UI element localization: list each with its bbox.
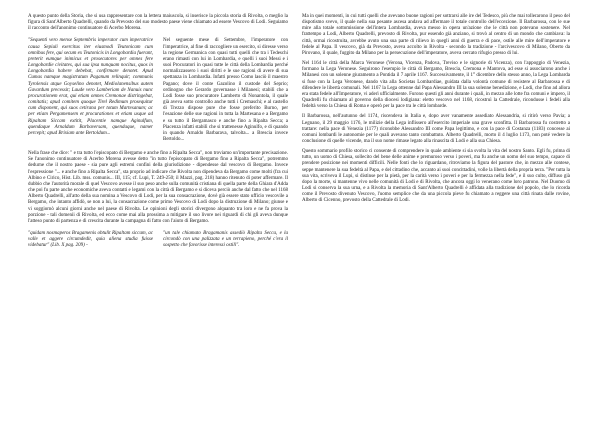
intro-paragraph: A questo punto della Storia, che si usa rappresentare con la lettera maiuscola, si inserisce la piccola storia di Rivolta, o meglio la figura di Sant'Alberto Quadrelli, quando da Prevosto del suo modesto paese viene chiamato ad essere Vescovo di Lodi. Seguiamo il racconto dell'anonimo continuatore di Acerbo Morena.	[28, 14, 288, 32]
latin-italian-parallel	[28, 38, 288, 143]
italian-translation: Nel seguente mese di Settembre, l'imperatore con l'imperatrice, al fine di raccogliere un esercito, si diresse verso la regione Germanica con quasi tutti quelli che tra i Tedeschi erano rimasti con lui in Lombardia, e quelli i suoi Messi e i suoi Procuratori in quasi tutte le città della Lombardia perché normalizzassero i suoi diritti e le sue ragioni di avere di sua spettanza in Lombardia. Infatti presso Como lasciò il maestro Pagano; dove il conte Gazolino il custode del Seprio; ordinogno che Gerardo governasse i Milanesi; stabilì che a Lodi fosse suo procuratore Lamberto di Nonantola, il quale già aveva sotto controllo anche tutti i Cremaschi; e al castello di Trezzo dispose pure che fosse preferito Burno, per l'esazione delle sue ragioni in tutta la Martesana e a Bergamo e su tutto il Bergamasco e anche fino a Ripalta Secca; a Piacenza infatti stabilì che si trattenesse Aginulfo, e di quando in quando Arnaldo Barbarava, talvolta... a Brescia invece Bertoldo...	[163, 38, 288, 142]
right-paragraph-4: Questo sommario profilo storico ci consente di comprendere in quale ambiente si sia svolta la vita del nostro Santo. Egli fu, prima di tutto, un uomo di Chiesa, sollecito del bene delle anime e premuroso verso i poveri, ma fu anche un uomo del suo tempo, capace di prendere posizione nei momenti difficili. Nelle fonti che lo riguardano, ritroviamo la figura del pastore che, in mezzo alle contese, seppe mantenere la sua fedeltà al Papa, e del cittadino che, accanto ai suoi concittadini, volle la libertà della propria terra. "Per tutta la sua vita, scriveva il Lupi, si distinse per la pietà, per la carità verso i poveri e per la fermezza nella fede", e il suo culto, diffuso già dopo la morte, si mantenne vivo nelle comunità di Lodi e di Rivolta, che ancora oggi lo venerano come loro patrono. Nel Duomo di Lodi si conserva la sua urna, e a Rivolta la memoria di Sant'Alberto Quadrelli è affidata alla tradizione del popolo, che lo ricorda come il Prevosto divenuto Vescovo, l'uomo semplice che da una piccola pieve fu chiamato a reggere una città rinata dalle rovine, Alberto di Cicenno, prevosto della Cattedrale di Lodi.	[302, 149, 570, 204]
left-column	[28, 14, 288, 249]
bottom-italian-quote: "un tale chiamato Bragamanis assediò Ripalta Secca, e la circondò con una palizzata e un terrapieno, perché c'era il sospetto che favorisse interessi ostili".	[163, 231, 288, 249]
right-paragraph-2: Nel 1164 le città della Marca Veronese (Verona, Vicenza, Padova, Treviso e le signorie di Vicenza), con l'appoggio di Venezia, formano la Lega Veronese. Seguirono l'esempio le città di Bergamo, Brescia, Cremona e Mantova, ad esse si associarono anche i Milanesi con un solenne giuramento a Pontida il 7 aprile 1167. Successivamente, il 1° dicembre dello stesso anno, la Lega Lombarda si fuse con la Lega Veronese, dando vita alla Societas Lombardiae, guidata dalla volontà comune di resistere al Barbarossa e di difendere le libertà comunali. Nel 1167 la Lega ottenne dal Papa Alessandro III la sua solenne benedizione, e Lodi, che fino ad allora era stata fedele all'Imperatore, vi aderì ufficialmente. Furono questi gli anni durante i quali, in mezzo alle lotte fra comuni e impero, il Quadrelli fu chiamato al governo della diocesi lodigiana: eletto vescovo nel 1168, ricostruì la Cattedrale, ricondusse i fedeli alla fedeltà verso la Chiesa di Roma e operò per la pace tra le città lombarde.	[302, 61, 570, 110]
body-paragraph: Nella frase che dice: " e tra tutto l'episcopato di Bergamo e anche fino a Ripalta Secca", non troviamo un'importante precisazione. Se l'anonimo continuatore di Acerbo Morena avesse detto "in tutto l'episcopato di Bergamo fino a Ripalta Secca", potremmo dedurne che il nostro paese - sia pure agli estremi confini della giurisdizione - dipendesse dal vescovo di Bergamo. Invece l'espressione "... e anche fino a Ripalta Secca", sta proprio ad indicare che Rivolta non dipendeva da Bergamo come molti (fra cui Albino e Cirico, Hist. Lib. mss. comunis... III, 115; cf. Lupi, T. 249-250; il Mazzi, pag. 218) hanno ritenuto di poter affermare. Il dubbio che l'autorità morale di quel Vescovo avesse il suo peso anche sulla comunità cristiana di quella parte della Ghiara d'Adda che poi fu parte anche economiche aveva contatti e legami con la città di Bergamo e si diceva perciò anche dal fatto che nel 1168 Alberto Quadrelli, all'atto della sua nomina a Vescovo di Lodi, per la sua consacrazione, dovè già essere stato ufficio vescovile a Bergamo, che intanto affidò, se non a lui, la consacrazione come primo Vescovo di Lodi dopo la distruzione di Milano; giunse e vi soggiornò alcuni giorni anche nel paese di Rivolta. Le opinioni degli storici divergono alquanto tra loro e ne fa prova la porzione - tali domenii di Rivolta, ed ecco come mai alla prossima a mitigare il suo livore nei riguardi di chi gli aveva dunque l'atteso punto di partenza e di crescita durante la campagna di fatto con l'aiuto di Bergamo.	[28, 151, 288, 224]
right-paragraph-3: Il Barbarossa, nell'autunno del 1174, riscendeva in Italia e, dopo aver vanamente assediato Alessandria, si ritirò verso Pavia; a Legnano, il 29 maggio 1176, le milizie della Lega inflissero all'esercito imperiale una grave sconfitta. Il Barbarossa fu costretto a trattare: nella pace di Venezia (1177) riconobbe Alessandro III come Papa legittimo, e con la pace di Costanza (1183) concesse ai comuni lombardi le autonomie per le quali avevano tanto combattuto. Alberto Quadrelli, morto il 4 luglio 1173, non poté vedere la conclusione di quelle vicende, ma il suo nome rimase legato alla rinascita di Lodi e alla sua Chiesa.	[302, 114, 570, 144]
right-column	[302, 14, 570, 209]
bottom-latin-quote: "quidam nosmaperos Bragamenis obtulit Ripaltam siccam, ac valle et aggere circumdedit, quia aliena studia fuisse videbatur" (Lib. X pag. 209) -	[28, 231, 153, 249]
latin-quote: "Sequenti vero mense Septembris imperator cum imperatrice causa Sepiuli exercitus iter eiusmodi Teutonicam cum omnibus fere, qui secum ex Teutonicis in Longobardia fuerant, preterit eumque inimicus et prosecutores per omnes fere Longobardie civitates, qui sua ipsa nunquam nocitus, quos in Longobardia habere debebat, confirmare denotet. Apud Cumas namque magistratum Paganum relinquit; communis Tyrolensis atque Goyselino denotet, Mediolanensibus autem Gavardum precessit; Laude vero Lamberiam de Nanuis nunc procurationem erat, qui etiam omnes Cremonae distringebat, comitatis; apud comitem quoque Tirel Redimum prosequitur cum disponent, qui suos cetirana per totum Martesanum; ac per etiam Pergamensem et procurationes et etiam usque ad Ripaltam Siccam extitit, Placentie namque Aginulfum, quendaque Arnaldum Barbaversam, quendaque, namer percepit; apud Brixiam ante Bertoldum...	[28, 38, 153, 136]
bottom-quote-pair	[28, 231, 288, 249]
right-paragraph-1: Ma in quei momenti, in cui tutti quelli che avevano buone ragioni per sottrarsi alle ire del Tedesco, più che mai tollerarono il peso del dispotismo svevo, il quale nella sua pesante ascesa andava ad affermare il totale controllo dell'eccezione. Il Barbarossa, con le sue mire alla totale sottomissione dell'intera Lombardia, aveva messo in opera un'azione che le città non potevano sostenere. Nel frattempo a Lodi, Alberto Quadrelli, prevosto di Rivolta, pur essendo già anziano, si trovò al centro di un mondo che cambiava: la città, ormai ricostruita, avrebbe avuto una sua parte di rilievo in quegli anni di guerra e di pace, ostile alle mire dell'imperatore e fedele al Papa. Il vescovo, già da Prevosto, aveva accolto in Rivolta - secondo la tradizione - l'arcivescovo di Milano, Oberto da Pirovano, il quale, fuggito da Milano per la persecuzione dell'imperatore, aveva cercato rifugio presso di lui.	[302, 14, 570, 56]
